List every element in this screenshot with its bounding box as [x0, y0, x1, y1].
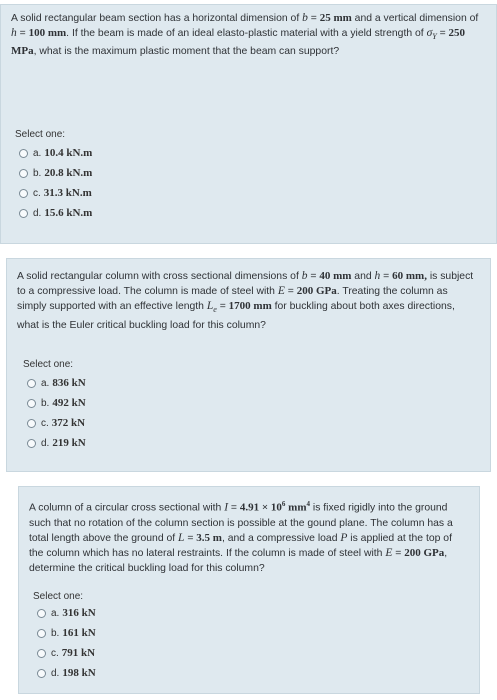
- select-one-label-2: Select one:: [23, 359, 74, 370]
- option-3a[interactable]: a. 316 kN: [37, 603, 96, 623]
- question-card-1: [0, 4, 497, 244]
- question-text-1: A solid rectangular beam section has a horizontal dimension of b = 25 mm and a vertical dimension of h = 100 mm. If the beam is made of an ideal elasto-plastic material with a yield strength of $\sigma_Y = 250$ MPa, what is the maximum plastic moment that the beam can support?: [11, 12, 479, 58]
- option-1d[interactable]: d. 15.6 kN.m: [19, 203, 92, 223]
- radio-button[interactable]: [37, 669, 46, 678]
- options-list-3: [37, 603, 96, 683]
- option-3d[interactable]: d. 198 kN: [37, 663, 96, 683]
- option-2d[interactable]: d. 219 kN: [27, 433, 86, 453]
- radio-button[interactable]: [37, 609, 46, 618]
- option-3c[interactable]: c. 791 kN: [37, 643, 96, 663]
- option-1a[interactable]: a. 10.4 kN.m: [19, 143, 92, 163]
- option-2c[interactable]: c. 372 kN: [27, 413, 86, 433]
- radio-button[interactable]: [27, 379, 36, 388]
- radio-button[interactable]: [37, 629, 46, 638]
- radio-button[interactable]: [27, 419, 36, 428]
- radio-button[interactable]: [37, 649, 46, 658]
- select-one-label-1: Select one:: [15, 129, 66, 140]
- question-card-3: [18, 486, 480, 694]
- option-3b[interactable]: b. 161 kN: [37, 623, 96, 643]
- radio-button[interactable]: [27, 439, 36, 448]
- radio-button[interactable]: [27, 399, 36, 408]
- radio-button[interactable]: [19, 169, 28, 178]
- select-one-label-3: Select one:: [33, 591, 84, 602]
- option-2a[interactable]: a. 836 kN: [27, 373, 86, 393]
- radio-button[interactable]: [19, 209, 28, 218]
- option-1c[interactable]: c. 31.3 kN.m: [19, 183, 92, 203]
- question-text-2: A solid rectangular column with cross sectional dimensions of b = 40 mm and h = 60 mm, is subject to a compressive load. The column is made of steel with E = 200 GPa. Treating the column as simply supported with an effective length $L_e = 1700$ mm for buckling about both axes directions, what is the Euler critical buckling load for this column?: [17, 270, 474, 331]
- question-card-2: [6, 258, 491, 472]
- options-list-2: [27, 373, 86, 453]
- options-list-1: [19, 143, 92, 223]
- question-text-3: A column of a circular cross sectional with $I = 4.91 \times 10^6$ $mm^4$ is fixed rigidly into the ground such that no rotation of the column section is possible at the gound plane. The column has a total length above the ground of L = 3.5 m, and a compressive load P is applied at the top of the column which has no lateral restraints. If the column is made of steel with E = 200 GPa, determine the critical buckling load for this column?: [29, 500, 453, 575]
- radio-button[interactable]: [19, 189, 28, 198]
- option-1b[interactable]: b. 20.8 kN.m: [19, 163, 92, 183]
- radio-button[interactable]: [19, 149, 28, 158]
- option-2b[interactable]: b. 492 kN: [27, 393, 86, 413]
